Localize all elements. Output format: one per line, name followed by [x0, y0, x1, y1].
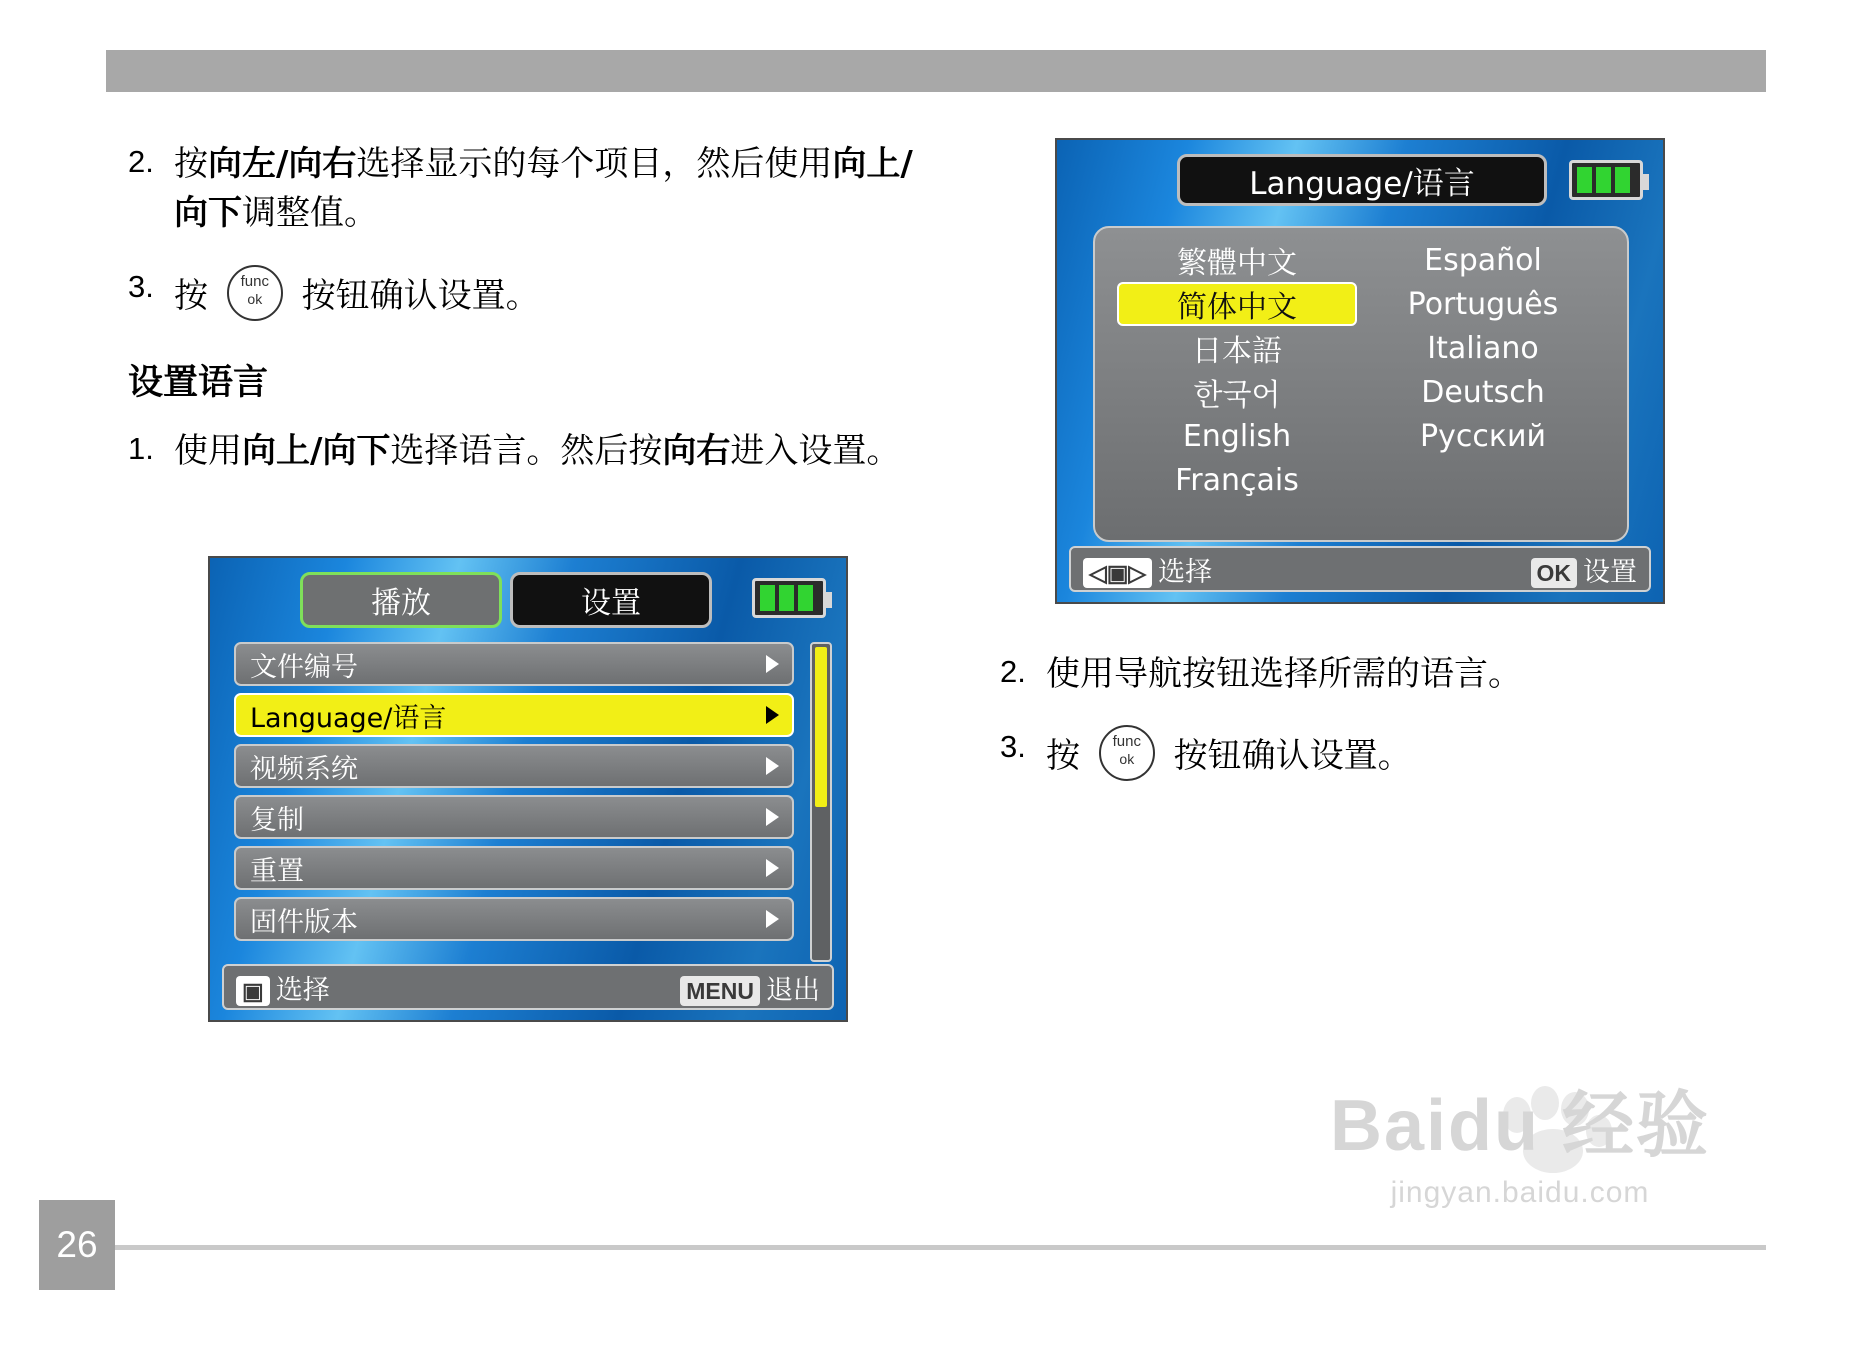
section-heading: 设置语言	[128, 362, 269, 403]
language-column-left	[1117, 238, 1357, 502]
footer-hint-label: 设置	[1583, 556, 1637, 588]
language-option-traditional-chinese[interactable]: 繁體中文	[1177, 246, 1297, 281]
step-text-part: 按钮确认设置。	[301, 275, 540, 316]
lcd-footer-hints	[222, 964, 834, 1010]
language-option-korean[interactable]: 한국어	[1193, 378, 1281, 413]
language-column-right	[1363, 238, 1603, 458]
footer-hint-select	[236, 968, 330, 1007]
settings-menu-list	[234, 642, 794, 962]
ok-label: ok	[1119, 751, 1135, 768]
chevron-right-icon	[766, 910, 779, 928]
page-number: 26	[39, 1200, 115, 1290]
language-option-portuguese[interactable]: Português	[1407, 286, 1559, 322]
step-item	[128, 140, 928, 239]
chevron-right-icon	[766, 859, 779, 877]
step-text-part: 按钮确认设置。	[1173, 736, 1412, 777]
step-number: 2.	[1000, 654, 1026, 689]
menu-item-label: 重置	[250, 855, 304, 887]
language-option-panel	[1093, 226, 1629, 542]
func-ok-button-icon	[227, 265, 283, 321]
chevron-right-icon	[766, 808, 779, 826]
footer-hint-set	[1531, 550, 1638, 589]
step-text-part: 按	[174, 275, 208, 316]
scrollbar[interactable]	[810, 642, 832, 962]
language-option-simplified-chinese[interactable]: 简体中文	[1117, 282, 1357, 326]
menu-item-file-number[interactable]	[234, 642, 794, 686]
left-text-column	[128, 140, 928, 502]
step-text-part: 按	[174, 144, 208, 184]
footer-hint-exit	[680, 968, 820, 1007]
step-number: 3.	[1000, 729, 1026, 765]
language-option-russian[interactable]: Русский	[1420, 418, 1546, 454]
language-option-french[interactable]: Français	[1175, 462, 1299, 498]
scrollbar-thumb[interactable]	[815, 647, 827, 807]
step-text-part: 进入设置。	[730, 430, 901, 471]
step-item	[1000, 725, 1720, 781]
func-ok-button-icon	[1099, 725, 1155, 781]
watermark	[1330, 1086, 1711, 1210]
step-text-strong: 向上/向下	[174, 144, 913, 234]
language-option-english[interactable]: English	[1182, 418, 1292, 454]
camera-lcd-settings-screen	[208, 556, 848, 1022]
step-text-strong: 向左/向右	[208, 144, 357, 184]
menu-item-label: 固件版本	[250, 906, 358, 938]
menu-item-label: 文件编号	[250, 651, 358, 683]
menu-item-video-system[interactable]	[234, 744, 794, 788]
menu-item-reset[interactable]	[234, 846, 794, 890]
footer-hint-label: 退出	[766, 974, 820, 1006]
step-number: 3.	[128, 268, 154, 304]
step-text-strong: 向上/向下	[242, 430, 391, 471]
chevron-right-icon	[766, 757, 779, 775]
footer-hint-label: 选择	[275, 974, 330, 1006]
step-text	[174, 265, 928, 321]
nav-key-icon: ◁▣▷	[1083, 558, 1152, 588]
watermark-url: jingyan.baidu.com	[1390, 1176, 1650, 1209]
chevron-right-icon	[766, 655, 779, 673]
tab-setup[interactable]: 设置	[510, 572, 712, 628]
func-label: func	[240, 272, 269, 290]
footer-hint-label: 选择	[1158, 556, 1213, 588]
step-text-part: 选择语言。然后按	[390, 430, 663, 471]
step-number: 2.	[128, 144, 154, 179]
step-text	[1046, 725, 1720, 781]
func-label: func	[1112, 733, 1141, 751]
tab-playback[interactable]: 播放	[300, 572, 502, 628]
battery-icon	[1569, 160, 1643, 200]
step-text	[174, 140, 928, 239]
language-option-spanish[interactable]: Español	[1424, 242, 1542, 278]
language-screen-title: Language/语言	[1177, 154, 1547, 206]
lcd-footer-hints	[1069, 546, 1651, 592]
nav-key-icon: ▣	[236, 976, 270, 1006]
watermark-title: Baidu 经验	[1330, 1086, 1711, 1166]
step-number: 1.	[128, 430, 154, 466]
step-text-part: 调整值。	[242, 193, 378, 234]
step-item	[128, 265, 928, 321]
step-text-strong: 向右	[662, 430, 731, 471]
camera-lcd-language-screen	[1055, 138, 1665, 604]
lcd-tab-row	[210, 572, 846, 626]
page-footer-rule	[106, 1245, 1766, 1250]
page-header-bar	[106, 50, 1766, 92]
menu-item-firmware-version[interactable]	[234, 897, 794, 941]
menu-item-language[interactable]	[234, 693, 794, 737]
menu-item-label: Language/语言	[250, 702, 447, 734]
right-text-column	[1000, 650, 1720, 808]
language-option-japanese[interactable]: 日本語	[1192, 334, 1282, 369]
chevron-right-icon	[766, 706, 779, 724]
language-option-german[interactable]: Deutsch	[1421, 374, 1545, 410]
step-text: 使用导航按钮选择所需的语言。	[1046, 654, 1522, 694]
battery-icon	[752, 578, 826, 618]
menu-item-copy[interactable]	[234, 795, 794, 839]
menu-item-label: 复制	[250, 804, 304, 836]
footer-hint-select	[1083, 550, 1212, 589]
step-text-part: 选择显示的每个项目，然后使用	[356, 144, 833, 184]
menu-key-icon: MENU	[680, 976, 760, 1006]
language-option-italian[interactable]: Italiano	[1427, 330, 1539, 366]
step-text	[174, 427, 928, 476]
step-text-part: 使用	[174, 430, 242, 471]
ok-key-icon: OK	[1531, 558, 1578, 588]
menu-item-label: 视频系统	[250, 753, 358, 785]
ok-label: ok	[247, 290, 263, 307]
step-text-part: 按	[1046, 736, 1080, 777]
step-item	[128, 427, 928, 476]
step-item	[1000, 650, 1720, 699]
